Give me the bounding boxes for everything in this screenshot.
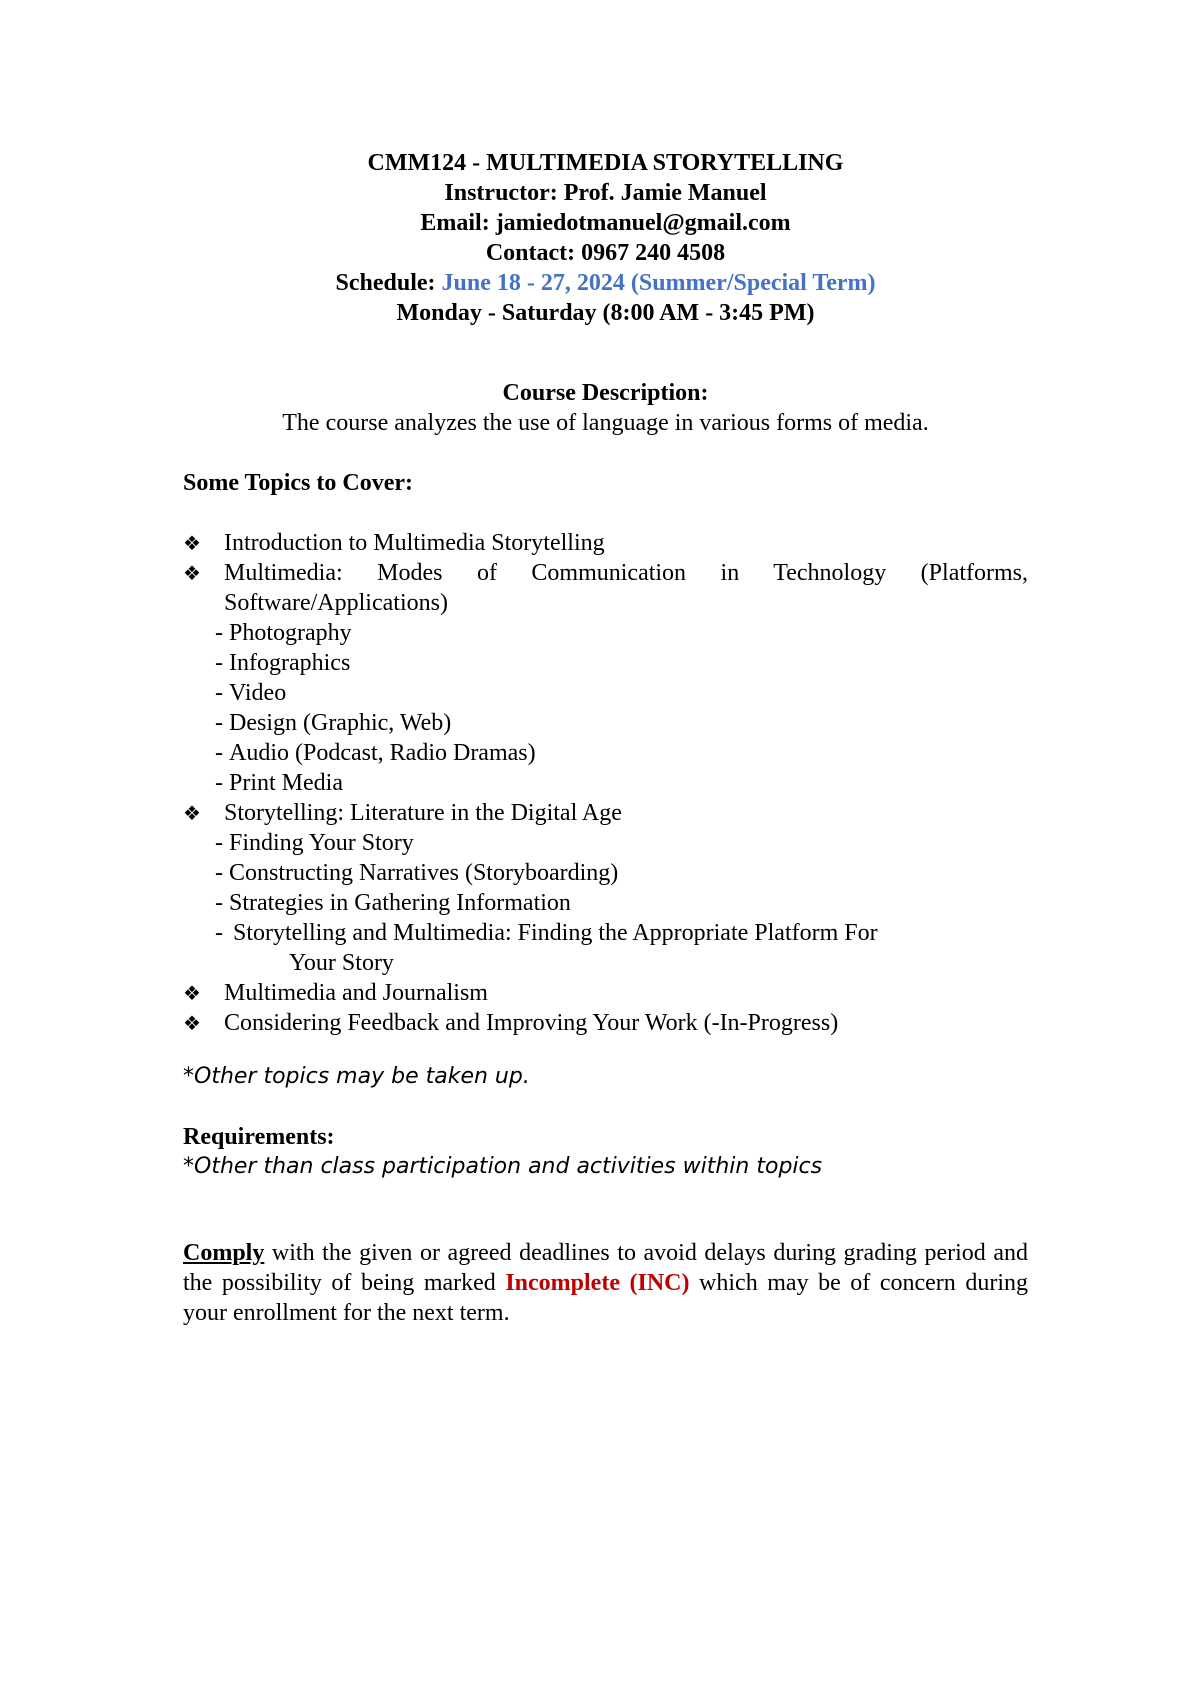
topics-heading: Some Topics to Cover:: [183, 470, 413, 496]
subtopic-item: - Video: [215, 680, 287, 706]
topic-label: Multimedia: Modes of Communication in Technology (Platforms, Software/Applications): [224, 560, 1028, 616]
diamond-bullet-icon: ❖: [183, 981, 201, 1005]
course-description: [183, 378, 1028, 438]
schedule-line: [183, 268, 1028, 298]
comply-word: Comply: [183, 1240, 265, 1266]
subtopic-item: - Print Media: [215, 770, 343, 796]
instructor-line: Instructor: Prof. Jamie Manuel: [444, 180, 767, 206]
schedule-dates: June 18 - 27, 2024 (Summer/Special Term): [441, 270, 876, 296]
topic-item: [183, 798, 1028, 828]
schedule-days: Monday - Saturday (8:00 AM - 3:45 PM): [396, 300, 815, 326]
subtopic-item: - Constructing Narratives (Storyboarding): [215, 860, 619, 886]
email-line: Email: jamiedotmanuel@gmail.com: [420, 210, 791, 236]
subtopics-list: [183, 828, 1028, 978]
subtopic-item: - Infographics: [215, 650, 351, 676]
schedule-label: Schedule:: [335, 270, 442, 296]
diamond-bullet-icon: ❖: [183, 561, 201, 585]
requirements-heading: Requirements:: [183, 1124, 335, 1150]
topics-list: [183, 528, 1028, 618]
topic-label: Introduction to Multimedia Storytelling: [224, 530, 605, 556]
topic-item: [183, 1008, 1028, 1038]
subtopic-item: - Audio (Podcast, Radio Dramas): [215, 740, 536, 766]
topics-list: [183, 798, 1028, 828]
diamond-bullet-icon: ❖: [183, 1011, 201, 1035]
subtopic-item: - Strategies in Gathering Information: [215, 890, 571, 916]
diamond-bullet-icon: ❖: [183, 531, 201, 555]
contact-line: Contact: 0967 240 4508: [485, 240, 726, 266]
topic-label: Storytelling: Literature in the Digital Age: [224, 800, 622, 826]
topic-label: Considering Feedback and Improving Your Work (-In-Progress): [224, 1010, 839, 1036]
course-title: CMM124 - MULTIMEDIA STORYTELLING: [367, 150, 844, 176]
description-text: The course analyzes the use of language in various forms of media.: [282, 410, 929, 436]
topic-item: [183, 978, 1028, 1008]
subtopic-item: - Design (Graphic, Web): [215, 710, 452, 736]
topics-list: [183, 978, 1028, 1038]
course-header: [183, 148, 1028, 328]
topics-note: *Other topics may be taken up.: [183, 1064, 530, 1089]
compliance-paragraph: Comply with the given or agreed deadlines to avoid delays during grading period and the possibility of being marked Incomplete (INC) which may be of concern during your enrollment for the next term.: [183, 1240, 1028, 1326]
topic-item: [183, 558, 1028, 618]
incomplete-highlight: Incomplete (INC): [505, 1270, 690, 1296]
diamond-bullet-icon: ❖: [183, 801, 201, 825]
document-content: [183, 148, 1028, 1328]
subtopics-list: [183, 618, 1028, 798]
requirements-note: *Other than class participation and activities within topics: [183, 1154, 823, 1179]
topic-item: [183, 528, 1028, 558]
subtopic-item: - Storytelling and Multimedia: Finding the Appropriate Platform For Your Story: [215, 920, 878, 976]
subtopic-item: - Finding Your Story: [215, 830, 414, 856]
topic-label: Multimedia and Journalism: [224, 980, 488, 1006]
subtopic-item: - Photography: [215, 620, 352, 646]
description-heading: Course Description:: [502, 380, 709, 406]
